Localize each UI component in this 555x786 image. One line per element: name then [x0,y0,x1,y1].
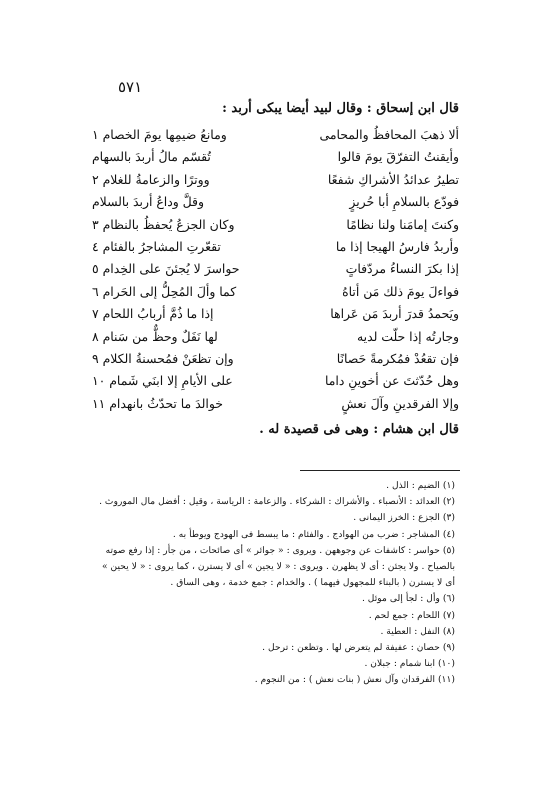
footnote: (٩) حصان : عفيفة لم يتعرض لها . وتظعن : ترحل . [262,642,455,654]
verse-second-hemistich: إذا ما ذُمَّ أربابُ اللحام ٧ [92,306,214,322]
outro-line: قال ابن هشام : وهى فى قصيدة له . [259,422,459,438]
verse-line [92,281,459,303]
verse-line [92,393,459,415]
page-number: ٥٧١ [118,78,143,96]
verse-first-hemistich: وجارتُه إذا حلّت لديه [356,328,459,344]
footnote: (١١) الفرقدان وآل نعش ( بنات نعش ) : من النجوم . [254,674,455,686]
verse-first-hemistich: تطيرُ عدائدُ الأشراكِ شفعًا [327,171,459,187]
verse-second-hemistich: على الأيامِ إلا ابنَي شَمام ١٠ [92,373,233,389]
verse-second-hemistich: وكان الجزعُ يُحفظُ بالنظام ٣ [92,216,235,232]
verse-second-hemistich: لها نَفَلٌ وحظٌّ من سَنام ٨ [92,328,218,344]
verse-first-hemistich: فواءلَ يومَ ذلك مَن أتاهُ [342,283,459,299]
verse-second-hemistich: حواسرَ لا يُجئنَ على الخِدام ٥ [92,261,240,277]
verse-line [92,326,459,348]
verse-line [92,303,459,325]
footnote: (١) الضيم : الذل . [386,480,455,491]
verse-line [92,236,459,258]
footnote: (٢) العدائد : الأنصباء . والأشراك : الشركاء . والزعامة : الرياسة ، وقيل : أفضل مال الموروث . [99,496,455,508]
verse-line [92,370,459,392]
verse-line [92,124,459,146]
verse-first-hemistich: وإلا الفرقدينِ وآلَ نعشٍ [341,395,459,411]
footnotes-list [96,478,455,689]
verse-second-hemistich: كما وألَ المُحِلُّ إلى الحَرام ٦ [92,283,237,299]
verse-first-hemistich: وكنتَ إمامَنا ولنا نظامًا [346,216,459,232]
verse-line [92,258,459,280]
verse-second-hemistich: خوالدَ ما تحدّثُ بانهدام ١١ [92,395,223,411]
verse-first-hemistich: وأربدُ فارسُ الهيجا إذا ما [335,239,459,255]
verses-list [92,124,459,415]
footnote: (٣) الجزع : الخرز اليمانى . [353,512,455,524]
verse-second-hemistich: تقعّرتِ المشاجرُ بالفئام ٤ [92,239,221,255]
footnote: (٥) حواسر : كاشفات عن وجوههن . ويروى : « جوائر » أى صائحات ، من جأر : إذا رفع صوته بالصياح . ولا يجئن : أى لا يظهرن . ويروى : « لا يجين » أى لا يسترن ، كما يروى : « لا يحين » أى لا يسترن ( بالبناء للمجهول فيهما ) . والخدام : جمع خدمة ، وهى الساق . [101,544,455,589]
verse-first-hemistich: وأيقنتُ التفرّقَ يومَ قالوا [337,149,459,165]
footnote-divider [300,470,460,471]
footnote: (٦) وأل : لجأ إلى موئل . [361,593,455,605]
footnote: (٤) المشاجر : ضرب من الهوادج . والفئام : ما يبسط فى الهودج ويوطأ به . [172,528,455,540]
footnote: (١٠) ابنا شمام : جبلان . [364,658,455,670]
verse-first-hemistich: ألا ذهبَ المحافظُ والمحامى [319,127,459,142]
verse-line [92,191,459,213]
poem-section [92,98,459,441]
verse-line [92,214,459,236]
footnote: (٨) النفل : العطية . [380,625,455,637]
verse-second-hemistich: ووترًا والزعامةُ للغلام ٢ [92,171,210,187]
verse-first-hemistich: فودّع بالسلامِ أبا حُريزٍ [349,194,459,210]
footnote: (٧) اللحام : جمع لحم . [368,609,455,621]
verse-line [92,348,459,370]
intro-line: قال ابن إسحاق : وقال لبيد أيضا يبكى أربد : [222,101,459,116]
verse-second-hemistich: ومانعُ ضيمِها يومَ الخصام ١ [92,127,227,142]
verse-second-hemistich: وإن تظعَنْ فمُحسنةُ الكلام ٩ [92,351,234,367]
verse-first-hemistich: فإن تقعُدْ فمُكرمةً حَصانًا [336,351,459,367]
verse-second-hemistich: تُقسّم مالُ أربدَ بالسهام [92,149,211,165]
verse-second-hemistich: وقلَّ وداعُ أربدَ بالسلام [92,194,204,210]
verse-first-hemistich: وهل حُدّثتَ عن أخوينِ داما [324,373,459,389]
verse-line [92,169,459,191]
verse-line [92,146,459,168]
verse-first-hemistich: إذا بكرَ النساءُ مردّفاتٍ [345,261,459,277]
verse-first-hemistich: ويَحمدُ قدرَ أربدَ مَن عَراها [330,306,459,322]
